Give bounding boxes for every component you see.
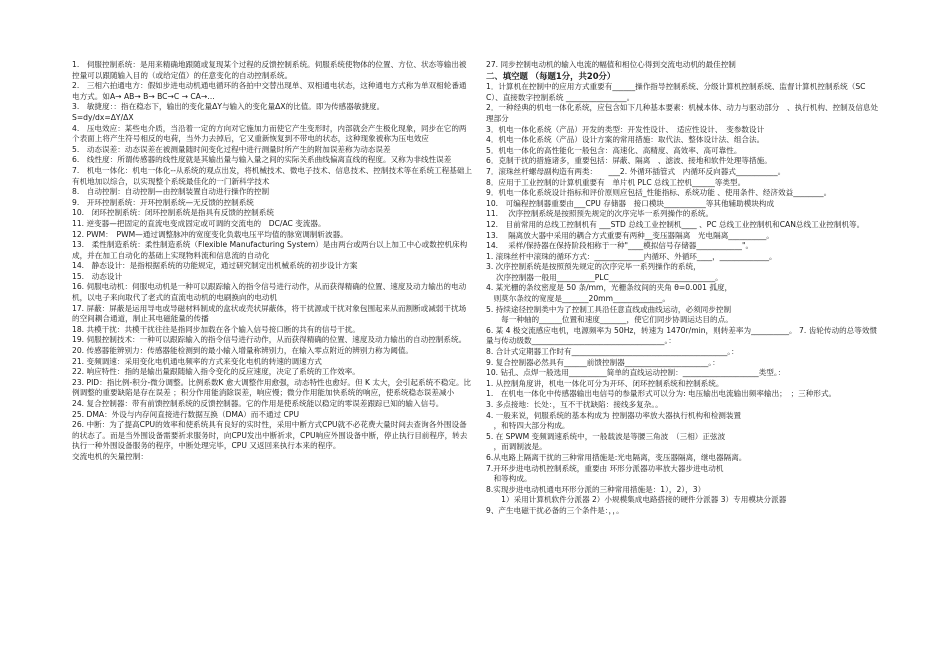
fill-blank-item: 1）采用计算机软件分派器 2）小规模集成电路搭接的硬件分派器 3）专用模块分派器 (486, 495, 787, 505)
fill-blank-item: 3. 次序控制系统是按照预先规定的次序完毕一系列操作的系统， (486, 262, 701, 272)
definition-paragraph: 1. 伺服控制系统：是用来精确地跟随或复现某个过程的反馈控制系统。伺服系统使物体的位置、方位、状态等输出被控量可以跟随输入目的（或给定值）的任意变化的自动控制系统。 (72, 60, 467, 80)
fill-blank-item: ，和特四大部分构成。 (486, 421, 570, 431)
definition-paragraph: 19. 伺服控制技术：一种可以跟踪输入的指令信号进行动作，从而获得精确的位置、速度及动力输出的自动控制系统。 (72, 335, 467, 345)
fill-blank-item: 1. 从控制角度讲，机电一体化可分为开环、闭环控制系统和控制系统。 (486, 378, 724, 388)
definition-paragraph: 23. PID：指比例-积分-微分调整。比例系数K 愈大调整作用愈强，动态特性也愈好。但 K 太大，会引起系统不稳定。比例调整的重要缺陷是存在误差 ；积分作用能消除误差，响应慢；微分作用能加快系统的响应，使系统稳态误差减小 (72, 377, 472, 398)
definition-paragraph: 22. 响应特性：指的是输出量跟随输入指令变化的反应速度，决定了系统的工作效率。 (72, 367, 360, 377)
fill-blank-item: 则莫尔条纹的宽度是_______20mm_____________。 (486, 294, 670, 304)
definition-paragraph: 12. PWM： PWM—通过调整脉冲的宽度变化负载电压平均值的脉宽调制斩波器。 (72, 229, 348, 239)
fill-blank-item: 14. 采样/保持器在保持阶段相称于一种"____模拟信号存储器____________"。 (486, 241, 754, 251)
fill-blank-item: 12. 目前常用的总线工控制机有 ___STD 总线工业控制机____ 、PC 总线工业控制机和CAN总线工业控制机等。 (486, 219, 865, 229)
section-title: 二、填空题 （每题1分，共20分） (486, 70, 616, 81)
definition-paragraph: 7. 机电一体化：机电一体化--从系统的观点出发，将机械技术、微电子技术、信息技术、控制技术等在系统工程基础上有机地加以综合，以实现整个系统最佳化的一门新科学技术 (72, 165, 473, 186)
definition-paragraph: 15. 动态设计 (72, 271, 123, 281)
fill-blank-item: 次序控制器一般用__________PLC____________________________。 (486, 272, 723, 282)
fill-blank-item: 6. 某 4 极交流感应电机，电源频率为 50Hz，转速为 1470r/min，则转差率为__________。 7. 齿轮传动的总等效惯量与传动级数___________________________________。： (486, 325, 878, 346)
fill-blank-item: 2．一种经典的机电一体化系统，应包含如下几种基本要素：机械本体、动力与驱动部分 、执行机构、控制及信息处理部分 (486, 103, 879, 123)
fill-blank-item: 3．机电一体化系统（产品）开发的类型：开发性设计、 适应性设计、 变参数设计 (486, 124, 765, 134)
left-column (72, 60, 472, 463)
fill-blank-item: 4．机电一体化系统（产品）设计方案的常用措施：取代法、整体设计法、组合法。 (486, 135, 765, 145)
definition-paragraph: 5. 动态误差：动态误差在被测量随时间变化过程中进行测量时所产生的附加误差称为动态误差 (72, 144, 391, 154)
right-intro: 27. 同步控制电动机的输入电流的幅值和相位心得到交流电动机的最佳控制 (486, 60, 736, 69)
definition-paragraph: 11. 逆变器—把固定的直流电变成固定或可调的交流电的 DC/AC 变流器。 (72, 218, 326, 228)
definition-paragraph: 交流电机的矢量控制： (72, 451, 148, 461)
fill-blank-item: 1．计算机在控制中的应用方式重要有______操作指导控制系统、分级计算机控制系统、监督计算机控制系统（SCC）、直接数字控制系统 ________________。 (486, 82, 866, 102)
definition-paragraph: 20. 传感器能辨别力：传感器能检测到的最小输入增量称辨别力，在输入零点附近的辨别力称为阈值。 (72, 346, 414, 356)
fill-blank-item: 每一种轴的______位置和速度_______，使它们同步协调运达目的点。 (486, 315, 733, 325)
fill-blank-item: 5. 在 SPWM 变频调速系统中，一般载波是等腰三角波 （三相）正弦波 (486, 431, 726, 441)
definition-paragraph: 21. 变频调速：采用变化电机通电频率的方式来变化电机的转速的调速方式 (72, 356, 322, 366)
definition-paragraph: 18. 共模干扰：共模干扰往往是指同步加载在各个输入信号接口断的共有的信号干扰。 (72, 324, 360, 334)
definition-paragraph: 14. 静态设计：是指根据系统的功能规定，通过研究制定出机械系统的初步设计方案 (72, 261, 358, 271)
fill-blank-item: 3. 多点接地：长处：，互不干扰缺陷：接线多复杂。。 (486, 400, 663, 409)
fill-blank-list (486, 82, 881, 516)
definition-paragraph: 3. 敏捷度：：指在稳态下，输出的变化量ΔY与输入的变化量ΔX的比值。即为传感器敏捷度。 (72, 102, 385, 112)
fill-blank-item: 7.开环步进电动机控制系统，重要由 环形分派器功率放大器步进电动机 (486, 463, 724, 473)
definition-paragraph: 13. 柔性制造系统：柔性制造系统（Flexible Manufacturing System）是由两台或两台以上加工中心或数控机床构成，并在加工自动化的基础上实现物料流和信息流的自动化 (72, 240, 468, 260)
definition-paragraph: 24. 复合控制器：带有前馈控制系统的反馈控制器。它的作用是使系统能以稳定的零误差跟踪已知的输入信号。 (72, 399, 444, 408)
definition-paragraph: 17. 屏蔽：屏蔽是运用导电或导磁材料制成的盒状或壳状屏蔽体，将干扰源或干扰对象包围起来从而割断或减弱干扰场的空间耦合通道，制止其电磁能量的传播 (72, 303, 467, 324)
definition-paragraph: 16. 伺服电动机：伺服电动机是一种可以跟踪输入的指令信号进行动作，从而获得精确的位置、速度及动力输出的电动机，以电子来向取代了老式的直流电动机的电刷换向的电动机 (72, 282, 467, 303)
fill-blank-item: 11. 次序控制系统是按照预先规定的次序完毕一系列操作的系统。 (486, 209, 714, 219)
fill-blank-item: 和等构成。 (486, 474, 532, 484)
definition-paragraph: 4. 压电效应：某些电介质，当沿着一定的方向对它施加力而使它产生变形时，内部就会产生极化现象，同步在它的两个表面上将产生符号相反的电荷，当外力去掉后，它又重新恢复到不带电的状态，这种现象被称为压电效应 (72, 123, 467, 144)
definition-paragraph: 9. 开环控制系统：开环控制系统—无反馈的控制系统 (72, 197, 254, 207)
fill-blank-item: 5. 持续途径控制类中为了控制工具沿任意直线或曲线运动，必须同步控制 (486, 304, 732, 314)
fill-blank-item: 10. 钻孔、点焊一般选用__________简单的直线运动控制：____________________类型。： (486, 368, 786, 378)
fill-blank-item: 10. 可编程控制器重要由___CPU 存储器 接口模块___________等其他辅助模块构成 (486, 198, 775, 208)
definition-paragraph: 25. DMA：外设与内存间直接进行数据互换（DMA）而不通过 CPU (72, 409, 299, 419)
fill-blank-item: 6．克制干扰的措施诸多，重要包括：屏蔽、隔离 、滤波、接地和软件处理等措施。 (486, 156, 772, 166)
fill-blank-item: 1. 在机电一体化中传感器输出电信号的参量形式可以分为: 电压输出电流输出频率输出； ；三种形式。 (486, 389, 837, 399)
fill-blank-item: 5．机电一体化的高性能化一般包含：高速化、高精度、高效率、高可靠性。 (486, 145, 742, 155)
definition-paragraph: 2. 三相六拍通电方：假如步进电动机通电循环的各拍中交替出现单、双相通电状态，这种通电方式称为单双相轮番通电方式。如A→ AB→ B→ BC→C → CA→… (72, 81, 467, 101)
fill-blank-item: 9、产生电磁干扰必备的三个条件是：，，。 (486, 505, 624, 515)
fill-blank-item: 4. 一般来说，伺服系统的基本构成为 控制器功率放大器执行机构和检测装置 (486, 410, 742, 420)
fill-blank-item: 13. 隔离放大器中采用的耦合方式重要有两种__变压器隔离 光电隔离__________。 (486, 230, 774, 240)
definition-paragraph: S=dy/dx=ΔY/ΔX (72, 112, 134, 122)
fill-blank-item: 4. 某光栅的条纹密度是 50 条/mm，光栅条纹间的夹角 θ=0.001 孤度， (486, 283, 733, 293)
fill-blank-item: 9．机电一体化系统设计指标和评价原则应包括_性能指标、系统功能 、使用条件、经济效益________。 (486, 188, 832, 198)
definition-paragraph: 6. 线性度：所谓传感器的线性度就是其输出量与输入量之间的实际关系曲线偏离直线的程度。又称为非线性误差 (72, 155, 452, 165)
definition-paragraph: 26. 中断：为了提高CPU的效率和使系统具有良好的实时性，采用中断方式CPU就不必花费大量时间去查询各外围设备的状态了。而是当外围设备需要祈求服务时，向CPU发出中断祈求，CPU响应外围设备中断，停止执行目前程序，转去执行一种外围设备服务的程序，中断处理完毕，CPU 又返回来执行本来的程序。 (72, 420, 468, 451)
definition-paragraph: 8. 自动控制：自动控制—由控制装置自动进行操作的控制 (72, 187, 270, 197)
fill-blank-item: 1. 滚珠丝杆中滚珠的循环方式：_____________内循环、外循环____，_____________。 (486, 251, 777, 261)
definition-paragraph: 10. 闭环控制系统：闭环控制系统是指具有反馈的控制系统 (72, 208, 274, 218)
fill-blank-item: 8．应用于工业控制的计算机重要有 单片机 PLC 总线工控机______等类型。 (486, 177, 746, 187)
fill-blank-item: ，而调制波是。 (486, 442, 547, 452)
fill-blank-item: 7．滚珠丝杆螺母副构造有两类： ___2. 外循环插管式 内循环反向器式___________。 (486, 166, 786, 176)
fill-blank-item: 8.实现步进电动机通电环形分派的三种常用措施是：1），2），3） (486, 484, 706, 494)
fill-blank-item: 6.从电路上隔离干扰的三种常用措施是:光电隔离，变压器隔离，继电器隔离。 (486, 452, 747, 462)
right-column (486, 60, 881, 517)
fill-blank-item: 8. 合计式定期器工作时有_________________________________________。： (486, 347, 739, 357)
fill-blank-item: 9. 复合控制器必然具有______前馈控制器______________________。： (486, 357, 720, 367)
